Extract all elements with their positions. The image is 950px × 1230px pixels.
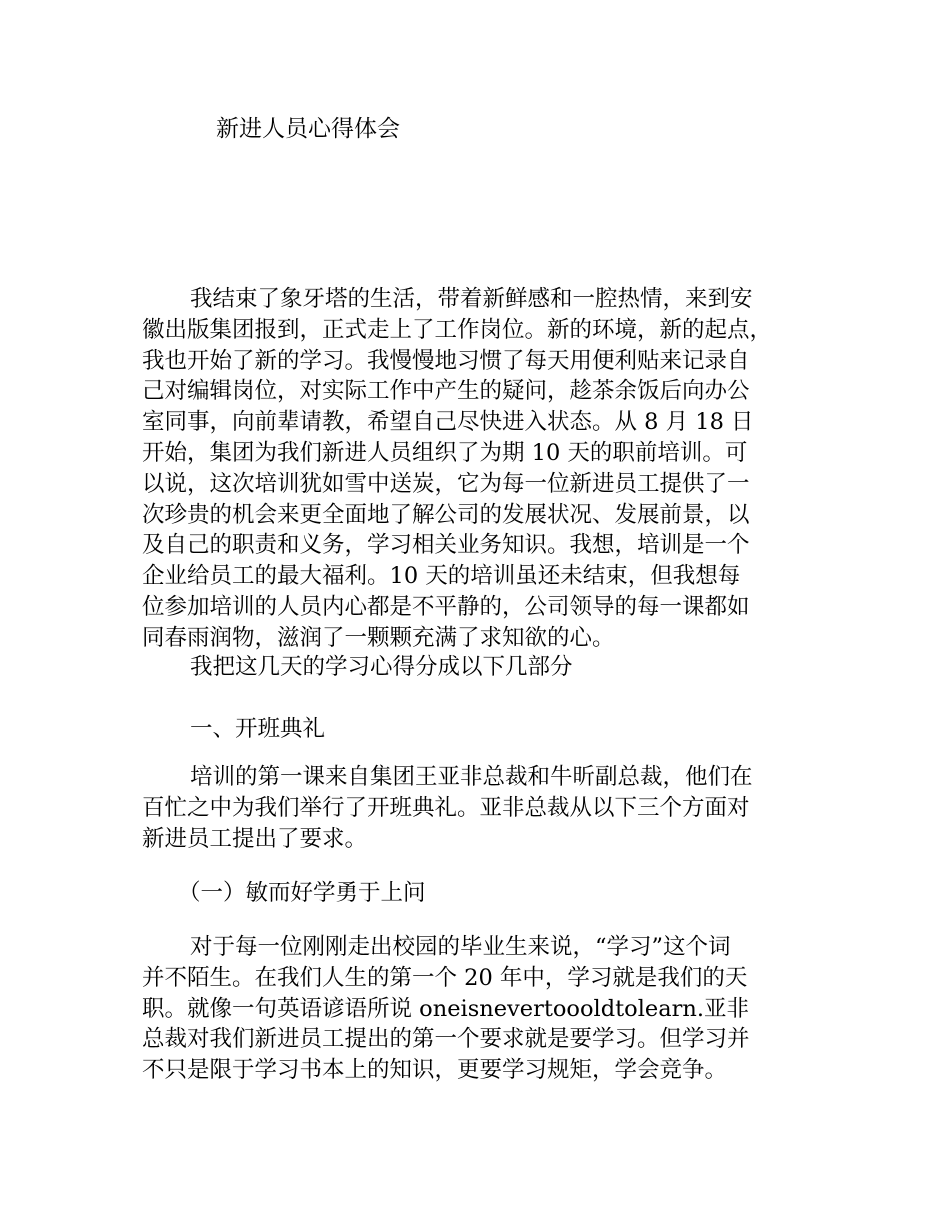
paragraph-overview: [142, 652, 822, 683]
text-line: 对于每一位刚刚走出校园的毕业生来说，“学习”这个词: [190, 934, 731, 960]
paragraph-first-lesson: [142, 762, 822, 854]
section-heading-opening-ceremony: [142, 714, 822, 745]
text-line: 不只是限于学习书本上的知识，更要学习规矩，学会竞争。: [142, 1057, 728, 1084]
text-line: 位参加培训的人员内心都是不平静的，公司领导的每一课都如: [142, 593, 750, 620]
text-line: 次珍贵的机会来更全面地了解公司的发展状况、发展前景，以: [142, 501, 750, 528]
text-line: 及自己的职责和义务，学习相关业务知识。我想，培训是一个: [142, 532, 750, 559]
subheading-text: （一）敏而好学勇于上问: [178, 880, 426, 906]
paragraph-learning: [142, 932, 822, 1086]
text-line: 企业给员工的最大福利。10 天的培训虽还未结束，但我想每: [142, 563, 741, 590]
heading-text: 一、开班典礼: [190, 716, 326, 742]
text-line: 徽出版集团报到，正式走上了工作岗位。新的环境，新的起点，: [142, 316, 773, 343]
text-line: 开始，集团为我们新进人员组织了为期 10 天的职前培训。可: [142, 439, 748, 466]
paragraph-intro: [142, 284, 822, 654]
text-line: 并不陌生。在我们人生的第一个 20 年中，学习就是我们的天: [142, 964, 748, 991]
text-line: 室同事，向前辈请教，希望自己尽快进入状态。从 8 月 18 日: [142, 409, 754, 436]
text-line: 百忙之中为我们举行了开班典礼。亚非总裁从以下三个方面对: [142, 794, 750, 821]
text-line: 己对编辑岗位，对实际工作中产生的疑问，趁茶余饭后向办公: [142, 378, 750, 405]
subsection-heading-study: [142, 878, 822, 909]
text-line: 同春雨润物，滋润了一颗颗充满了求知欲的心。: [142, 624, 615, 651]
text-line: 新进员工提出了要求。: [142, 825, 368, 852]
text-line: 我结束了象牙塔的生活，带着新鲜感和一腔热情，来到安: [190, 286, 753, 312]
text-line: 我把这几天的学习心得分成以下几部分: [190, 654, 573, 680]
text-line: 培训的第一课来自集团王亚非总裁和牛昕副总裁，他们在: [190, 764, 753, 790]
text-line: 以说，这次培训犹如雪中送炭，它为每一位新进员工提供了一: [142, 470, 750, 497]
document-title: 新进人员心得体会: [216, 116, 400, 142]
text-line: 职。就像一句英语谚语所说 oneisnevertoooldtolearn.亚非: [142, 995, 750, 1022]
text-line: 总裁对我们新进员工提出的第一个要求就是要学习。但学习并: [142, 1026, 750, 1053]
text-line: 我也开始了新的学习。我慢慢地习惯了每天用便利贴来记录自: [142, 347, 750, 374]
